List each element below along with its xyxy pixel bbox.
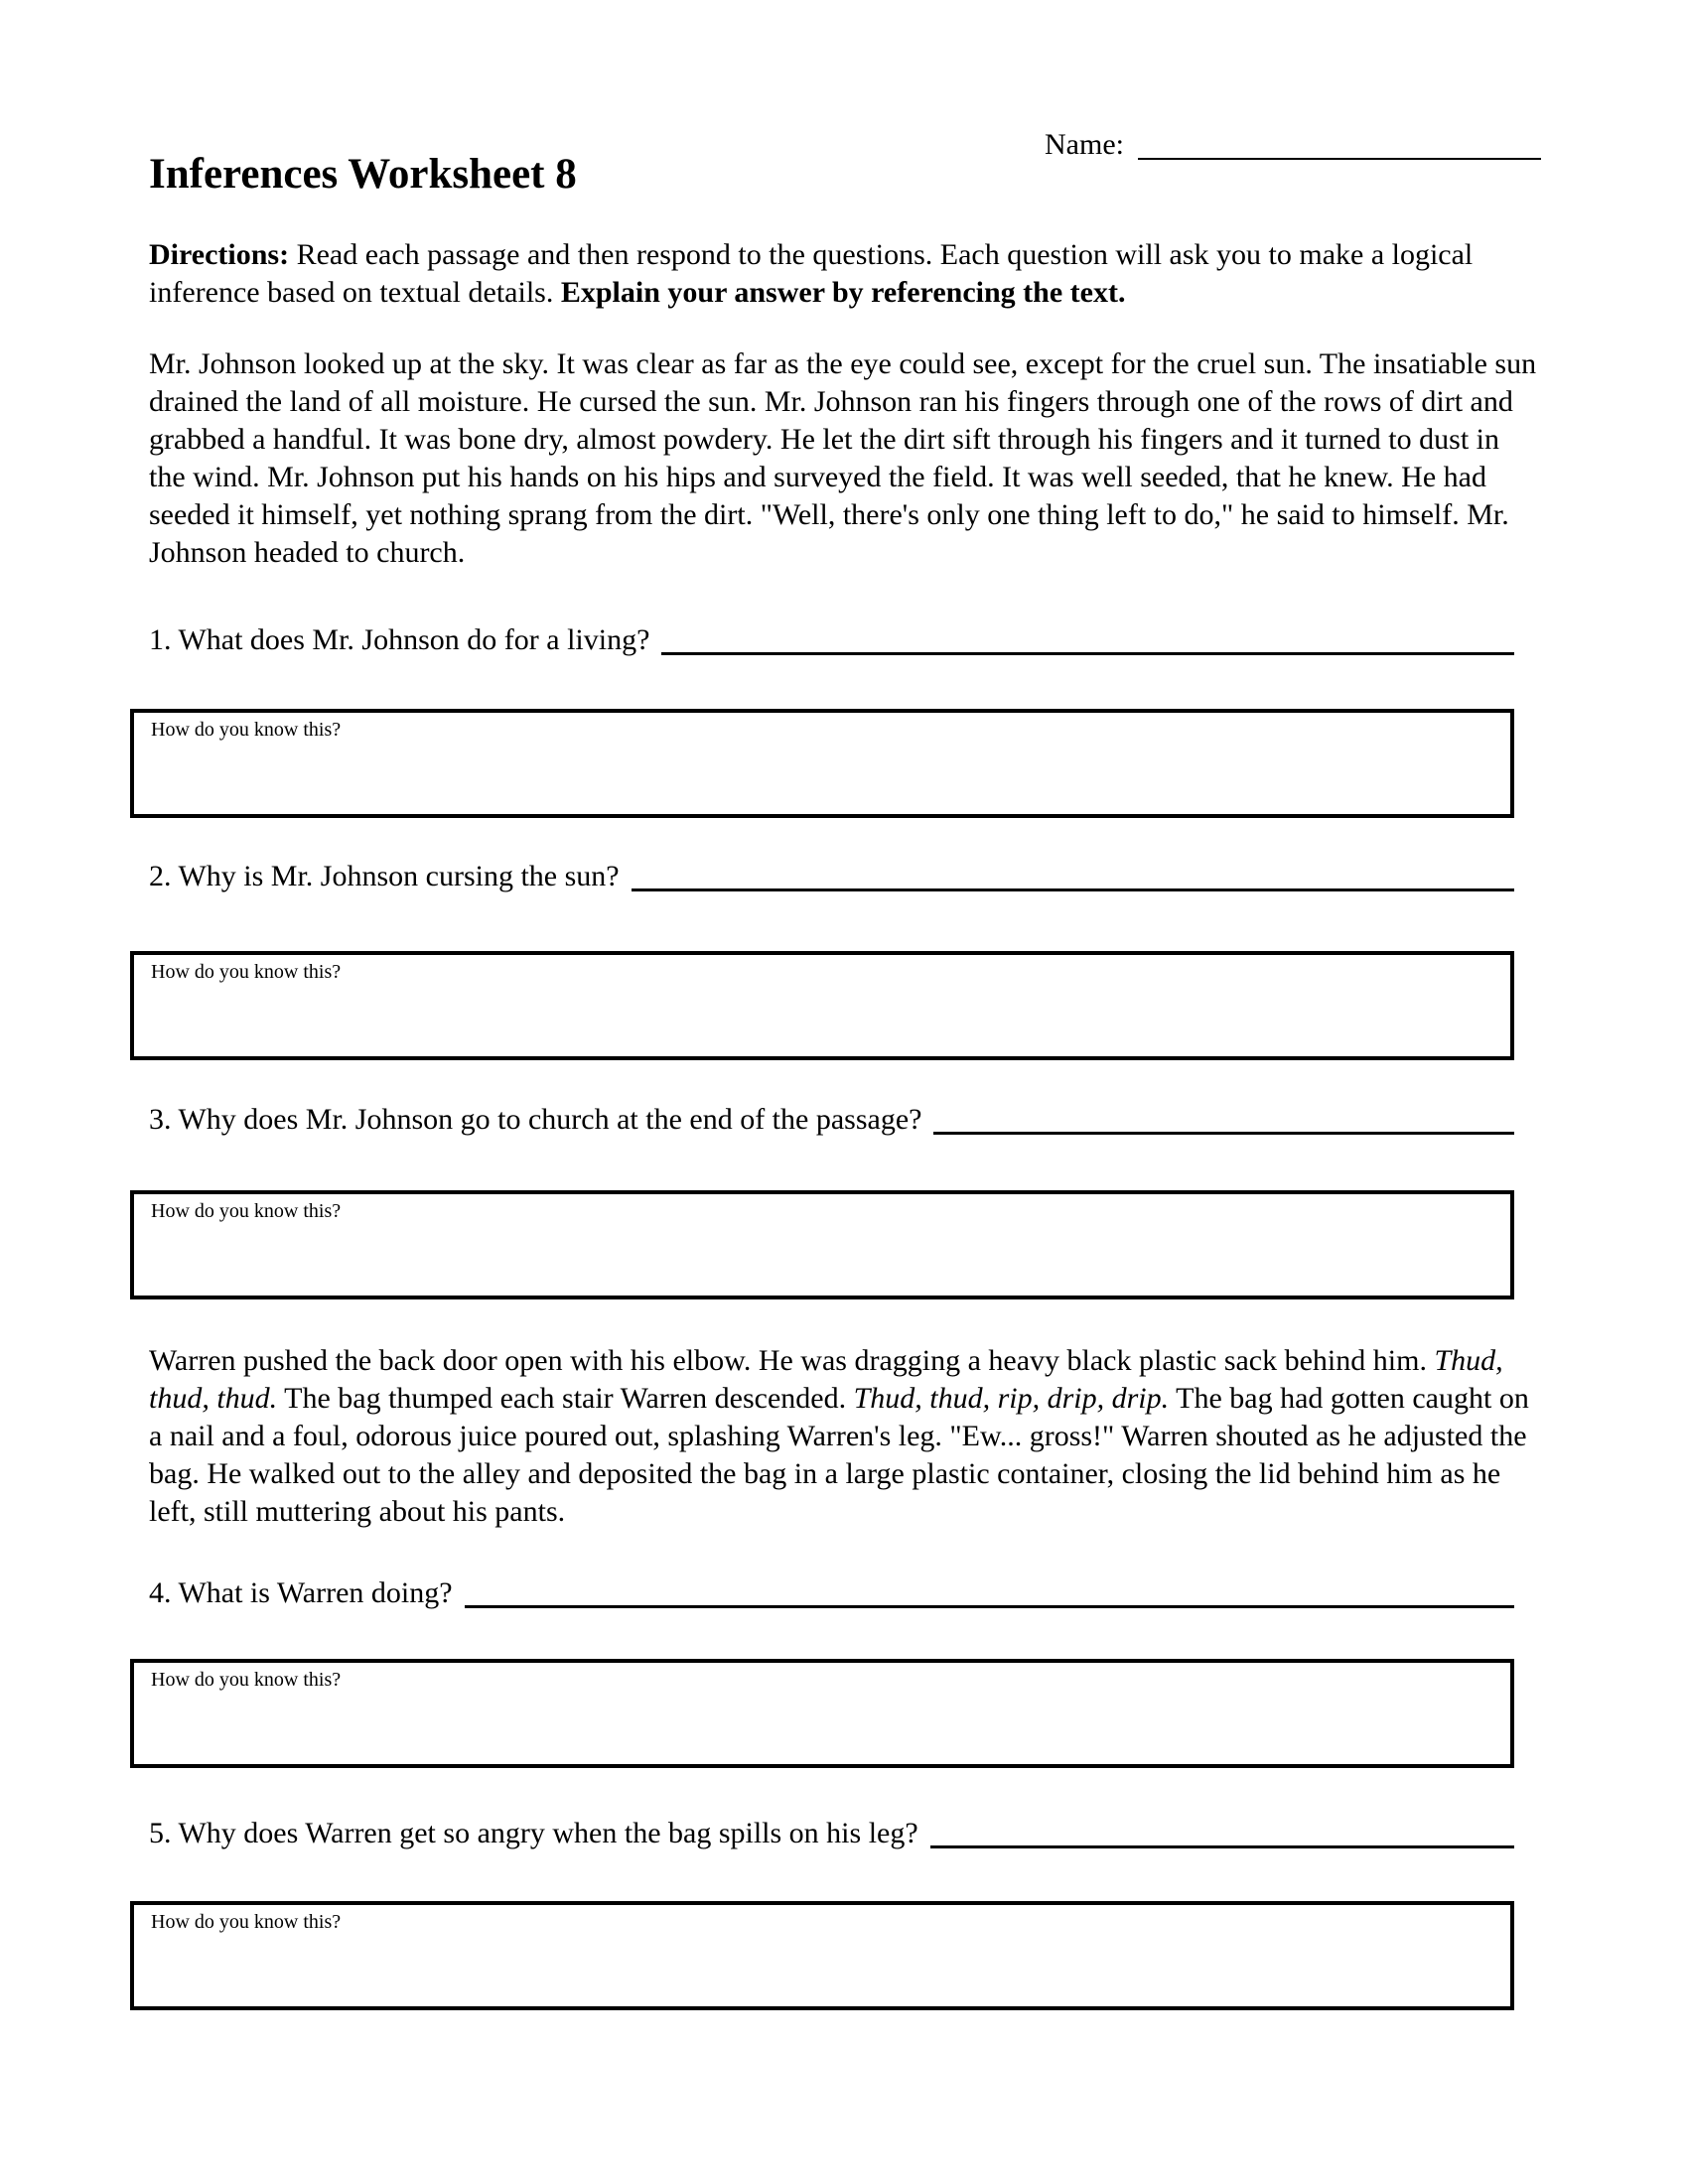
question-1-text: 1. What does Mr. Johnson do for a living? xyxy=(149,623,650,656)
answer-box-1-label: How do you know this? xyxy=(151,719,342,741)
passage-2-italic1: Thud, thud, thud. xyxy=(149,1344,1503,1415)
answer-box-3[interactable] xyxy=(130,1190,1514,1299)
passage-1 xyxy=(149,345,1539,572)
question-5-text: 5. Why does Warren get so angry when the bag spills on his leg? xyxy=(149,1817,918,1849)
passage-2-seg2: The bag thumped each stair Warren descended. xyxy=(277,1382,854,1415)
passage-1-text: Mr. Johnson looked up at the sky. It was clear as far as the eye could see, except for the cruel sun. The insatiable sun drained the land of all moisture. He cursed the sun. Mr. Johnson ran his fingers through one of the rows of dirt and grabbed a handful. It was bone dry, almost powdery. He let the dirt sift through his fingers and it turned to dust in the wind. Mr. Johnson put his hands on his hips and surveyed the field. It was well seeded, that he knew. He had seeded it himself, yet nothing sprang from the dirt. "Well, there's only one thing left to do," he said to himself. Mr. Johnson headed to church. xyxy=(149,347,1537,569)
passage-2 xyxy=(149,1342,1539,1531)
question-1 xyxy=(149,615,1514,659)
name-input-line[interactable] xyxy=(1138,158,1541,160)
question-3-text: 3. Why does Mr. Johnson go to church at the end of the passage? xyxy=(149,1103,922,1136)
name-label: Name: xyxy=(1045,128,1124,161)
answer-line-1[interactable] xyxy=(661,652,1514,655)
answer-line-2[interactable] xyxy=(632,888,1514,891)
answer-box-1[interactable] xyxy=(130,709,1514,818)
directions-bold-ending: Explain your answer by referencing the text. xyxy=(560,276,1126,309)
answer-box-3-label: How do you know this? xyxy=(151,1200,342,1222)
passage-2-italic2: Thud, thud, rip, drip, drip. xyxy=(853,1382,1170,1415)
question-4-text: 4. What is Warren doing? xyxy=(149,1576,453,1609)
answer-line-4[interactable] xyxy=(465,1605,1514,1608)
answer-line-5[interactable] xyxy=(930,1845,1514,1848)
answer-box-5-label: How do you know this? xyxy=(151,1911,342,1933)
answer-box-4-label: How do you know this? xyxy=(151,1669,342,1691)
passage-2-seg1: Warren pushed the back door open with his elbow. He was dragging a heavy black plastic sack behind him. xyxy=(149,1344,1435,1377)
passage-2-seg3: The bag had gotten caught on a nail and a foul, odorous juice poured out, splashing Warren's leg. "Ew... gross!" Warren shouted as he adjusted the bag. He walked out to the alley and deposited the bag in a large plastic container, closing the lid behind him as he left, still muttering about his pants. xyxy=(149,1382,1529,1528)
answer-box-2[interactable] xyxy=(130,951,1514,1060)
question-3 xyxy=(149,1095,1514,1139)
question-2 xyxy=(149,852,1514,895)
directions-label: Directions: xyxy=(149,238,290,271)
name-row xyxy=(1045,125,1541,165)
directions-body: Read each passage and then respond to the questions. Each question will ask you to make a logical inference based on textual details. xyxy=(149,238,1474,309)
directions xyxy=(149,236,1539,312)
question-5 xyxy=(149,1809,1514,1852)
page-title: Inferences Worksheet 8 xyxy=(149,151,577,198)
answer-box-5[interactable] xyxy=(130,1901,1514,2010)
answer-line-3[interactable] xyxy=(933,1132,1514,1135)
answer-box-4[interactable] xyxy=(130,1659,1514,1768)
question-2-text: 2. Why is Mr. Johnson cursing the sun? xyxy=(149,860,620,892)
answer-box-2-label: How do you know this? xyxy=(151,961,342,983)
question-4 xyxy=(149,1569,1514,1612)
